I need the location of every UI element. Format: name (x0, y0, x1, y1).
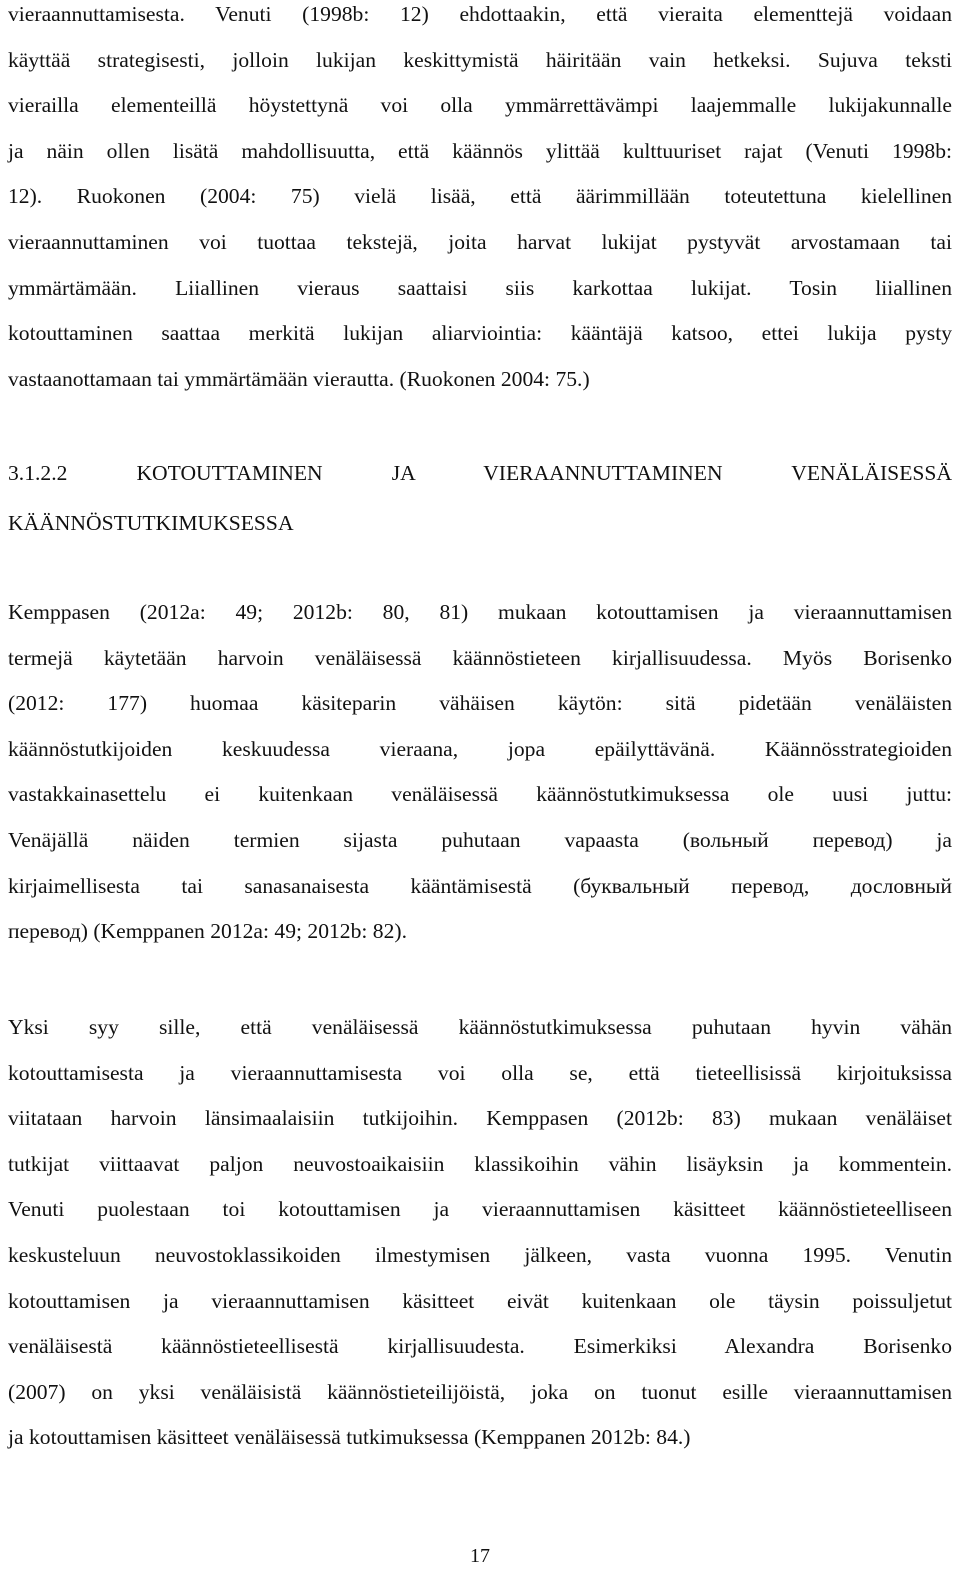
text-line: 12). Ruokonen (2004: 75) vielä lisää, että äärimmillään toteutettuna kielellinen (8, 184, 952, 209)
text-line: kotouttamisen ja vieraannuttamisen käsitteet eivät kuitenkaan ole täysin poissuljetut (8, 1288, 952, 1313)
heading-line: 3.1.2.2 KOTOUTTAMINEN JA VIERAANNUTTAMINEN VENÄLÄISESSÄ (8, 461, 952, 485)
text-line: (2012: 177) huomaa käsiteparin vähäisen käytön: sitä pidetään venäläisten (8, 691, 952, 716)
text-line: keskusteluun neuvostoklassikoiden ilmestymisen jälkeen, vasta vuonna 1995. Venutin (8, 1242, 952, 1267)
text-line: viitataan harvoin länsimaalaisiin tutkijoihin. Kemppasen (2012b: 83) mukaan venäläiset (8, 1106, 952, 1131)
text-line: Yksi syy sille, että venäläisessä käännöstutkimuksessa puhutaan hyvin vähän (8, 1015, 952, 1039)
page-number: 17 (470, 1545, 490, 1567)
text-line: перевод) (Kemppanen 2012a: 49; 2012b: 82). (8, 919, 407, 944)
paragraph-2 (8, 590, 952, 955)
text-line: venäläisestä käännöstieteellisestä kirjallisuudesta. Esimerkiksi Alexandra Borisenko (8, 1334, 952, 1359)
text-line: vieraannuttamisesta. Venuti (1998b: 12) ehdottaakin, että vieraita elementtejä voidaan (8, 2, 952, 26)
text-line: käännöstutkijoiden keskuudessa vieraana, jopa epäilyttävänä. Käännösstrategioiden (8, 736, 952, 761)
text-line: käyttää strategisesti, jolloin lukijan keskittymistä häiritään vain hetkeksi. Sujuva teksti (8, 47, 952, 72)
heading-line: KÄÄNNÖSTUTKIMUKSESSA (8, 511, 294, 535)
text-line: tutkijat viittaavat paljon neuvostoaikaisiin klassikoihin vähin lisäyksin ja kommentein. (8, 1151, 952, 1176)
text-line: kirjaimellisesta tai sanasanaisesta kääntämisestä (буквальный перевод, дословный (8, 873, 952, 898)
text-line: kotouttaminen saattaa merkitä lukijan aliarviointia: kääntäjä katsoo, ettei lukija pysty (8, 321, 952, 346)
section-heading (8, 448, 952, 548)
text-line: termejä käytetään harvoin venäläisessä käännöstieteen kirjallisuudessa. Myös Borisenko (8, 645, 952, 670)
text-line: ymmärtämään. Liiallinen vieraus saattaisi siis karkottaa lukijat. Tosin liiallinen (8, 275, 952, 300)
text-line: kotouttamisesta ja vieraannuttamisesta voi olla se, että tieteellisissä kirjoituksissa (8, 1060, 952, 1085)
text-line: ja näin ollen lisätä mahdollisuutta, että käännös ylittää kulttuuriset rajat (Venuti 1998b: (8, 138, 952, 163)
text-line: Kemppasen (2012a: 49; 2012b: 80, 81) mukaan kotouttamisen ja vieraannuttamisen (8, 600, 952, 624)
text-line: Venuti puolestaan toi kotouttamisen ja vieraannuttamisen käsitteet käännöstieteelliseen (8, 1197, 952, 1222)
text-line: ja kotouttamisen käsitteet venäläisessä tutkimuksessa (Kemppanen 2012b: 84.) (8, 1425, 691, 1450)
paragraph-1 (8, 0, 952, 402)
text-line: vastaanottamaan tai ymmärtämään vierautta. (Ruokonen 2004: 75.) (8, 366, 590, 391)
text-line: vieraannuttaminen voi tuottaa tekstejä, joita harvat lukijat pystyvät arvostamaan tai (8, 229, 952, 254)
text-line: vastakkainasettelu ei kuitenkaan venäläisessä käännöstutkimuksessa ole uusi juttu: (8, 782, 952, 807)
paragraph-3 (8, 1005, 952, 1461)
text-line: Venäjällä näiden termien sijasta puhutaan vapaasta (вольный перевод) ja (8, 827, 952, 852)
text-line: vierailla elementeillä höystettynä voi olla ymmärrettävämpi laajemmalle lukijakunnalle (8, 93, 952, 118)
text-line: (2007) on yksi venäläisistä käännöstieteilijöistä, joka on tuonut esille vieraannuttamisen (8, 1379, 952, 1404)
